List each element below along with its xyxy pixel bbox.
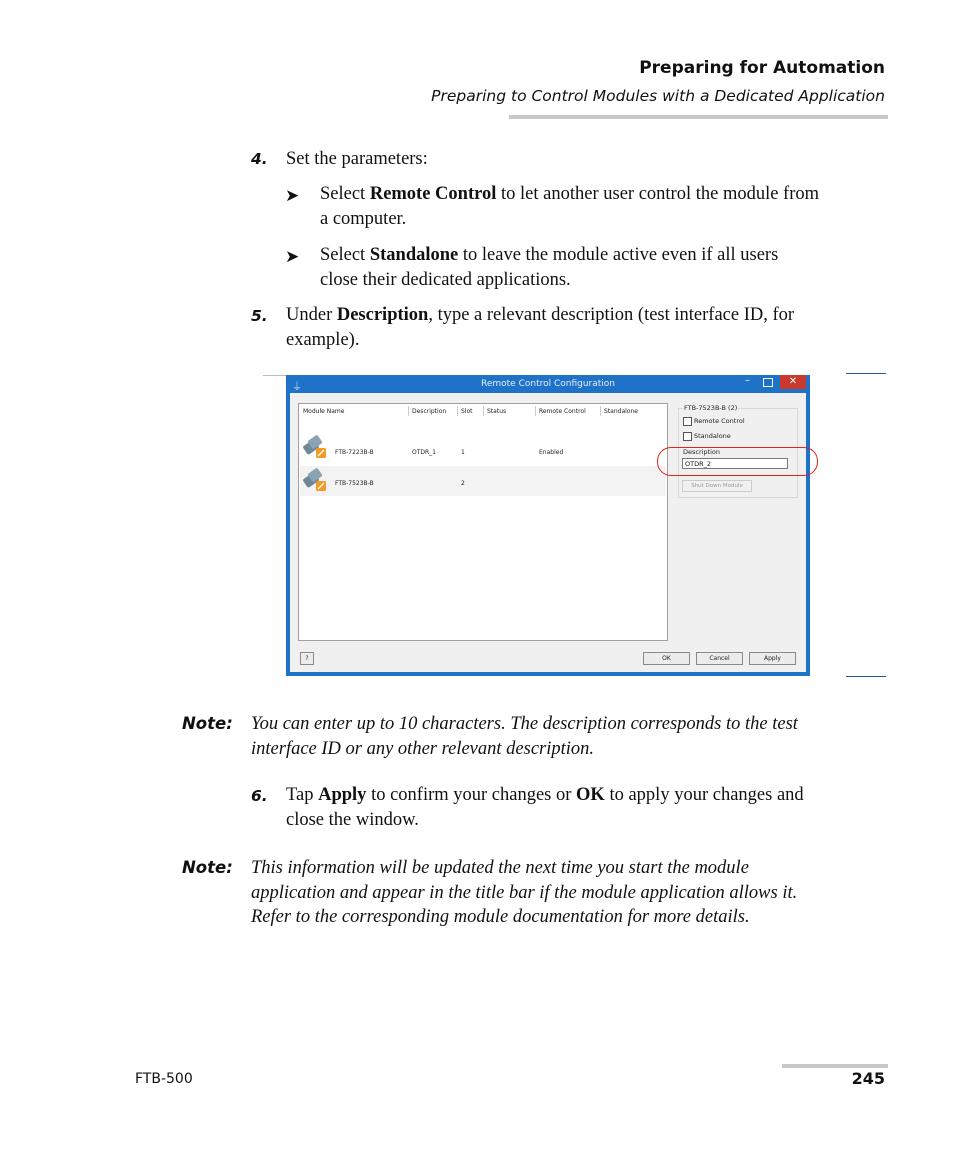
col-header-standalone[interactable]: Standalone	[604, 408, 638, 415]
step-6-pre: Tap	[286, 785, 319, 805]
module-icon	[302, 467, 328, 493]
ok-button[interactable]: OK	[643, 652, 690, 665]
header-rule	[509, 115, 888, 119]
note-1-line1: You can enter up to 10 characters. The description corresponds to the test	[251, 714, 798, 734]
remote-control-checkbox[interactable]	[683, 417, 692, 426]
running-header-title: Preparing for Automation	[639, 58, 885, 78]
note-1-line2: interface ID or any other relevant description.	[251, 738, 595, 759]
step-6-post: to apply your changes and	[604, 785, 804, 805]
note-2-line1: This information will be updated the next time you start the module	[251, 858, 749, 878]
running-header-subtitle: Preparing to Control Modules with a Dedicated Application	[431, 87, 885, 105]
step-6-line2: close the window.	[286, 810, 419, 830]
page-number: 245	[851, 1069, 885, 1088]
remote-control-label: Remote Control	[694, 417, 745, 425]
arrowhead-bullet-icon: ➤	[285, 186, 300, 205]
network-icon: ⏚	[292, 382, 302, 393]
window-title: Remote Control Configuration	[480, 379, 615, 389]
crop-mark	[263, 375, 287, 376]
close-icon[interactable]: ✕	[780, 375, 806, 389]
col-header-slot[interactable]: Slot	[461, 408, 473, 415]
bullet-remote-control-post: to let another user control the module from	[496, 184, 820, 204]
col-header-module-name[interactable]: Module Name	[303, 408, 345, 415]
note-2-line2: application and appear in the title bar if the module application allows it.	[251, 882, 798, 903]
help-button[interactable]: ?	[300, 652, 314, 665]
cancel-button[interactable]: Cancel	[696, 652, 743, 665]
note-2-text	[251, 856, 891, 930]
description-input[interactable]: OTDR_2	[682, 458, 788, 469]
row-remote-control: Enabled	[539, 449, 564, 456]
footer-product: FTB-500	[135, 1071, 193, 1087]
window-body	[290, 393, 806, 672]
step-6-text	[286, 783, 886, 833]
step-5-text	[286, 303, 886, 353]
step-6-bold-apply: Apply	[318, 785, 367, 805]
description-highlight-ellipse	[657, 447, 818, 476]
col-separator	[408, 406, 409, 416]
col-separator	[457, 406, 458, 416]
standalone-checkbox[interactable]	[683, 432, 692, 441]
module-grid	[298, 403, 668, 641]
col-separator	[600, 406, 601, 416]
bullet-standalone-post: to leave the module active even if all users	[458, 245, 779, 265]
bullet-remote-control	[320, 182, 890, 232]
step-4-number: 4.	[251, 150, 268, 168]
row-slot: 1	[461, 449, 465, 456]
step-5-post: , type a relevant description (test interface ID, for	[428, 305, 795, 325]
col-header-status[interactable]: Status	[487, 408, 507, 415]
bullet-standalone-pre: Select	[320, 245, 370, 265]
note-1-label: Note:	[182, 714, 233, 733]
col-separator	[483, 406, 484, 416]
arrowhead-bullet-icon: ➤	[285, 247, 300, 266]
maximize-icon[interactable]	[763, 378, 773, 387]
bullet-remote-control-line2: a computer.	[320, 209, 407, 229]
bullet-standalone-line2: close their dedicated applications.	[320, 270, 571, 290]
minimize-icon[interactable]: –	[745, 375, 750, 386]
bullet-remote-control-pre: Select	[320, 184, 370, 204]
footer-rule	[782, 1064, 888, 1068]
bullet-standalone-bold: Standalone	[369, 245, 459, 265]
bullet-standalone	[320, 243, 890, 293]
col-header-remote-control[interactable]: Remote Control	[539, 408, 586, 415]
bullet-remote-control-bold: Remote Control	[369, 184, 497, 204]
remote-control-config-window	[286, 375, 810, 676]
note-2-line3: Refer to the corresponding module documentation for more details.	[251, 907, 750, 927]
standalone-label: Standalone	[694, 432, 731, 440]
step-6-bold-ok: OK	[576, 785, 605, 805]
step-6-number: 6.	[251, 787, 268, 805]
step-6-mid: to confirm your changes or	[366, 785, 577, 805]
step-5-bold: Description	[336, 305, 429, 325]
crop-mark	[846, 676, 886, 677]
note-1-text	[251, 712, 891, 761]
note-2-label: Note:	[182, 858, 233, 877]
row-module-name: FTB-7523B-B	[335, 480, 374, 487]
row-description: OTDR_1	[412, 449, 436, 456]
shut-down-module-button[interactable]: Shut Down Module	[682, 480, 752, 492]
step-5-number: 5.	[251, 307, 268, 325]
apply-button[interactable]: Apply	[749, 652, 796, 665]
col-header-description[interactable]: Description	[412, 408, 447, 415]
module-icon	[302, 434, 328, 460]
step-5-line2: example).	[286, 330, 360, 350]
step-4-text: Set the parameters:	[286, 149, 428, 169]
panel-title: FTB-7523B-B (2)	[684, 404, 738, 412]
col-separator	[535, 406, 536, 416]
row-slot: 2	[461, 480, 465, 487]
step-5-pre: Under	[286, 305, 337, 325]
row-module-name: FTB-7223B-B	[335, 449, 374, 456]
description-label: Description	[683, 448, 721, 456]
crop-mark	[846, 373, 886, 374]
